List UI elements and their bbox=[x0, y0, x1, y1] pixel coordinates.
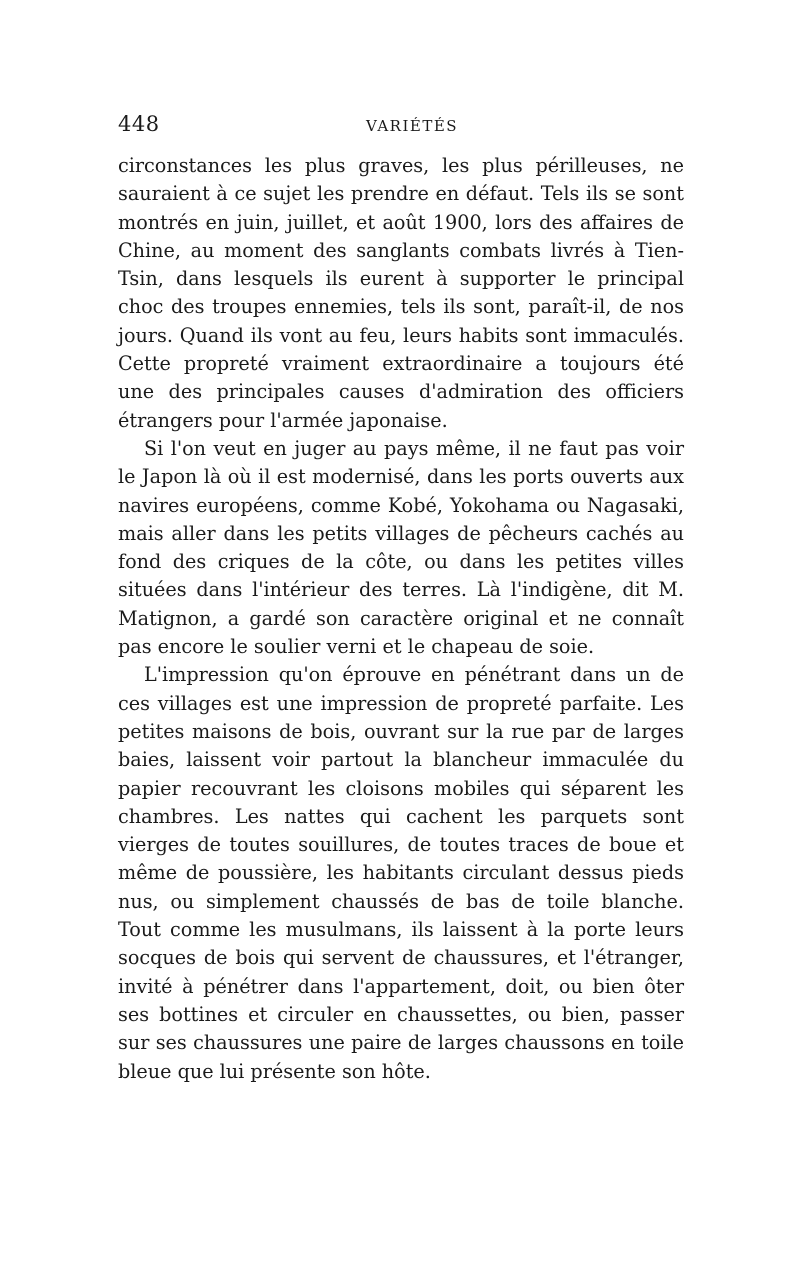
paragraph-continued: circonstances les plus graves, les plus périlleuses, ne sauraient à ce sujet les prendre en défaut. Tels ils se sont montrés en juin, juillet, et août 1900, lors des affaires de Chine, au moment des sanglants combats livrés à Tien-Tsin, dans lesquels ils eurent à supporter le principal choc des troupes ennemies, tels ils sont, paraît-il, de nos jours. Quand ils vont au feu, leurs habits sont immaculés. Cette propreté vraiment extraordinaire a toujours été une des principales causes d'admiration des officiers étrangers pour l'armée japonaise. bbox=[118, 154, 684, 432]
running-head bbox=[118, 112, 684, 142]
page-number: 448 bbox=[118, 112, 160, 136]
section-title: VARIÉTÉS bbox=[366, 117, 459, 135]
paragraph-village-impression: L'impression qu'on éprouve en pénétrant dans un de ces villages est une impression de propreté parfaite. Les petites maisons de bois, ouvrant sur la rue par de larges baies, laissent voir partout la blancheur immaculée du papier recouvrant les cloisons mobiles qui séparent les chambres. Les nattes qui cachent les parquets sont vierges de toutes souillures, de toutes traces de boue et même de poussière, les habitants circulant dessus pieds nus, ou simplement chaussés de bas de toile blanche. Tout comme les musulmans, ils laissent à la porte leurs socques de bois qui servent de chaussures, et l'étranger, invité à pénétrer dans l'appartement, doit, ou bien ôter ses bottines et circuler en chaussettes, ou bien, passer sur ses chaussures une paire de larges chaussons en toile bleue que lui présente son hôte. bbox=[118, 663, 684, 1083]
body-text bbox=[118, 152, 684, 1086]
paragraph-japan-villages: Si l'on veut en juger au pays même, il ne faut pas voir le Japon là où il est modernisé, dans les ports ouverts aux navires européens, comme Kobé, Yokohama ou Nagasaki, mais aller dans les petits villages de pêcheurs cachés au fond des criques de la côte, ou dans les petites villes situées dans l'intérieur des terres. Là l'indigène, dit M. Matignon, a gardé son caractère original et ne connaît pas encore le soulier verni et le chapeau de soie. bbox=[118, 436, 684, 659]
